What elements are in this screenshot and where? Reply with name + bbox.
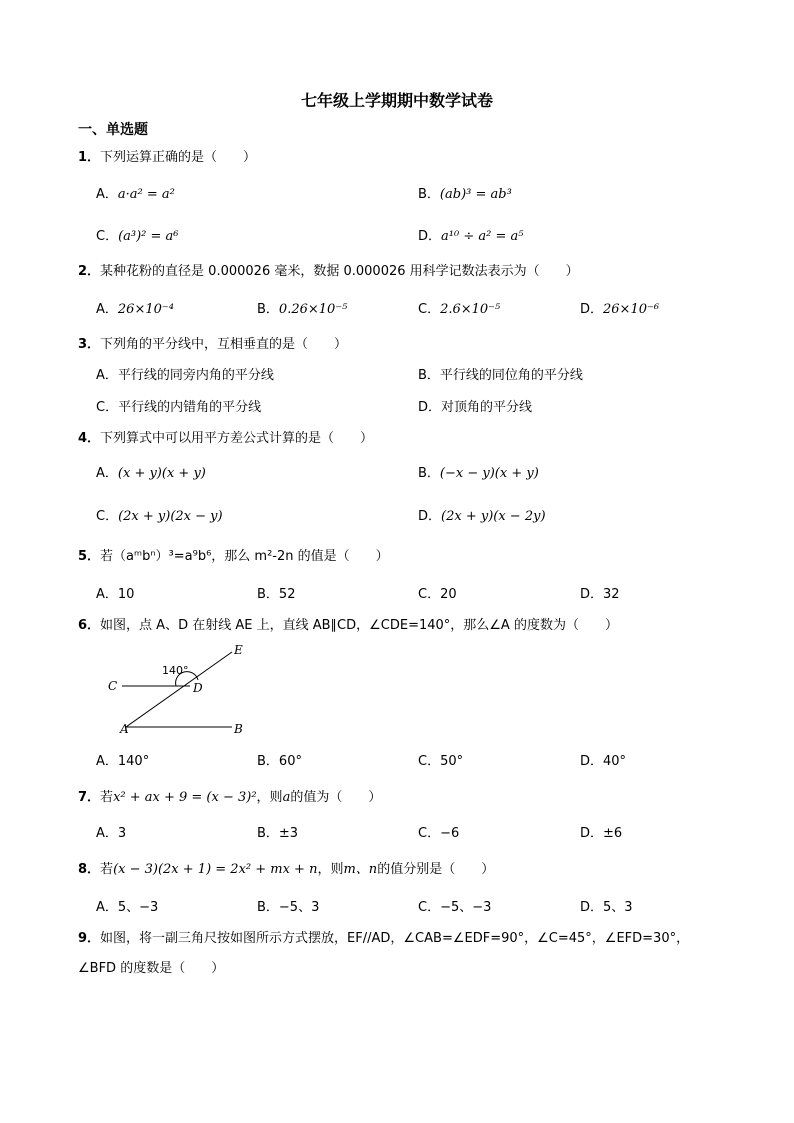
page-title: 七年级上学期期中数学试卷 <box>300 91 493 110</box>
q8-option-b: B．−5、3 <box>257 900 320 915</box>
q4-option-b: B．(−x − y)(x + y) <box>418 466 539 481</box>
formula: (−x − y)(x + y) <box>439 466 539 481</box>
q3-option-b: B．平行线的同位角的平分线 <box>418 368 583 383</box>
label-d: D <box>193 681 203 695</box>
q4-option-c: C．(2x + y)(2x − y) <box>96 509 223 524</box>
section-heading: 一、单选题 <box>78 122 148 138</box>
question-8: 8．若(x − 3)(2x + 1) = 2x² + mx + n，则m、n的值分别是（ ） <box>78 862 495 877</box>
formula: 0.26×10⁻⁵ <box>278 302 348 317</box>
question-1 <box>78 146 256 165</box>
formula: a·a² = a² <box>117 187 175 202</box>
question-9-line-2: ∠BFD 的度数是（ ） <box>78 961 225 976</box>
formula: (2x + y)(x − 2y) <box>441 509 546 524</box>
variable: a <box>282 790 291 805</box>
question-3 <box>78 333 347 352</box>
question-9 <box>78 927 689 946</box>
formula: (a³)² = a⁶ <box>118 229 179 244</box>
question-text: 某种花粉的直径是 0.000026 毫米，数据 0.000026 用科学记数法表示为（ ） <box>100 264 579 279</box>
q1-option-c: C．(a³)² = a⁶ <box>96 229 179 244</box>
question-text: 若（aᵐbⁿ）³=a⁹b⁶，那么 m²-2n 的值是（ ） <box>100 549 389 564</box>
question-text: 下列算式中可以用平方差公式计算的是（ ） <box>100 431 374 446</box>
formula: 26×10⁻⁴ <box>117 302 174 317</box>
formula: (ab)³ = ab³ <box>439 187 512 202</box>
question-6 <box>78 614 618 633</box>
question-number: 6． <box>78 618 101 633</box>
formula: a¹⁰ ÷ a² = a⁵ <box>441 229 524 244</box>
question-number: 8． <box>78 862 101 877</box>
question-number: 2． <box>78 264 101 279</box>
question-5 <box>78 545 389 564</box>
q2-option-c: C．2.6×10⁻⁵ <box>418 302 501 317</box>
q6-option-c: C．50° <box>418 754 464 769</box>
formula: 2.6×10⁻⁵ <box>440 302 501 317</box>
q1-option-b: B．(ab)³ = ab³ <box>418 187 512 202</box>
question-number: 4． <box>78 431 101 446</box>
question-4 <box>78 427 373 446</box>
q7-option-d: D．±6 <box>580 826 623 841</box>
label-a: A <box>120 722 129 736</box>
question-7: 7．若x² + ax + 9 = (x − 3)²，则a的值为（ ） <box>78 790 382 805</box>
angle-label: 140° <box>162 664 189 677</box>
q3-option-c: C．平行线的内错角的平分线 <box>96 400 262 415</box>
question-number: 3． <box>78 337 101 352</box>
question-text: 如图，将一副三角尺按如图所示方式摆放，EF//AD，∠CAB=∠EDF=90°，∠C=45°，∠EFD=30°， <box>100 931 690 946</box>
q8-option-d: D．5、3 <box>580 900 633 915</box>
question-2 <box>78 260 579 279</box>
q8-option-a: A．5、−3 <box>96 900 159 915</box>
formula: (x + y)(x + y) <box>117 466 206 481</box>
formula: x² + ax + 9 = (x − 3)² <box>113 790 257 805</box>
q4-option-a: A．(x + y)(x + y) <box>96 466 206 481</box>
label-b: B <box>234 722 243 736</box>
label-e: E <box>234 643 243 657</box>
q8-option-c: C．−5、−3 <box>418 900 492 915</box>
q5-option-c: C．20 <box>418 587 457 602</box>
q2-option-a: A．26×10⁻⁴ <box>96 302 174 317</box>
label-c: C <box>108 679 118 693</box>
formula: 26×10⁻⁶ <box>603 302 660 317</box>
q6-option-a: A．140° <box>96 754 150 769</box>
q5-option-a: A．10 <box>96 587 135 602</box>
q7-option-c: C．−6 <box>418 826 460 841</box>
q2-option-b: B．0.26×10⁻⁵ <box>257 302 348 317</box>
q2-option-d: D．26×10⁻⁶ <box>580 302 660 317</box>
q4-option-d: D．(2x + y)(x − 2y) <box>418 509 546 524</box>
question-text: 如图，点 A、D 在射线 AE 上，直线 AB∥CD，∠CDE=140°，那么∠A 的度数为（ ） <box>100 618 618 633</box>
variable: m、n <box>343 862 378 877</box>
question-number: 9． <box>78 931 101 946</box>
question-text: 下列运算正确的是（ ） <box>100 150 257 165</box>
q7-option-b: B．±3 <box>257 826 299 841</box>
q6-option-d: D．40° <box>580 754 627 769</box>
formula: (x − 3)(2x + 1) = 2x² + mx + n <box>113 862 318 877</box>
q1-option-a: A．a·a² = a² <box>96 187 175 202</box>
q5-option-d: D．32 <box>580 587 620 602</box>
question-number: 7． <box>78 790 101 805</box>
question-text: 下列角的平分线中，互相垂直的是（ ） <box>100 337 348 352</box>
q1-option-d: D．a¹⁰ ÷ a² = a⁵ <box>418 229 524 244</box>
q6-geometry-figure <box>100 640 260 740</box>
q3-option-a: A．平行线的同旁内角的平分线 <box>96 368 274 383</box>
formula: (2x + y)(2x − y) <box>118 509 223 524</box>
q3-option-d: D．对顶角的平分线 <box>418 400 533 415</box>
q6-option-b: B．60° <box>257 754 302 769</box>
question-number: 5． <box>78 549 101 564</box>
q5-option-b: B．52 <box>257 587 296 602</box>
q7-option-a: A．3 <box>96 826 127 841</box>
question-number: 1． <box>78 150 101 165</box>
